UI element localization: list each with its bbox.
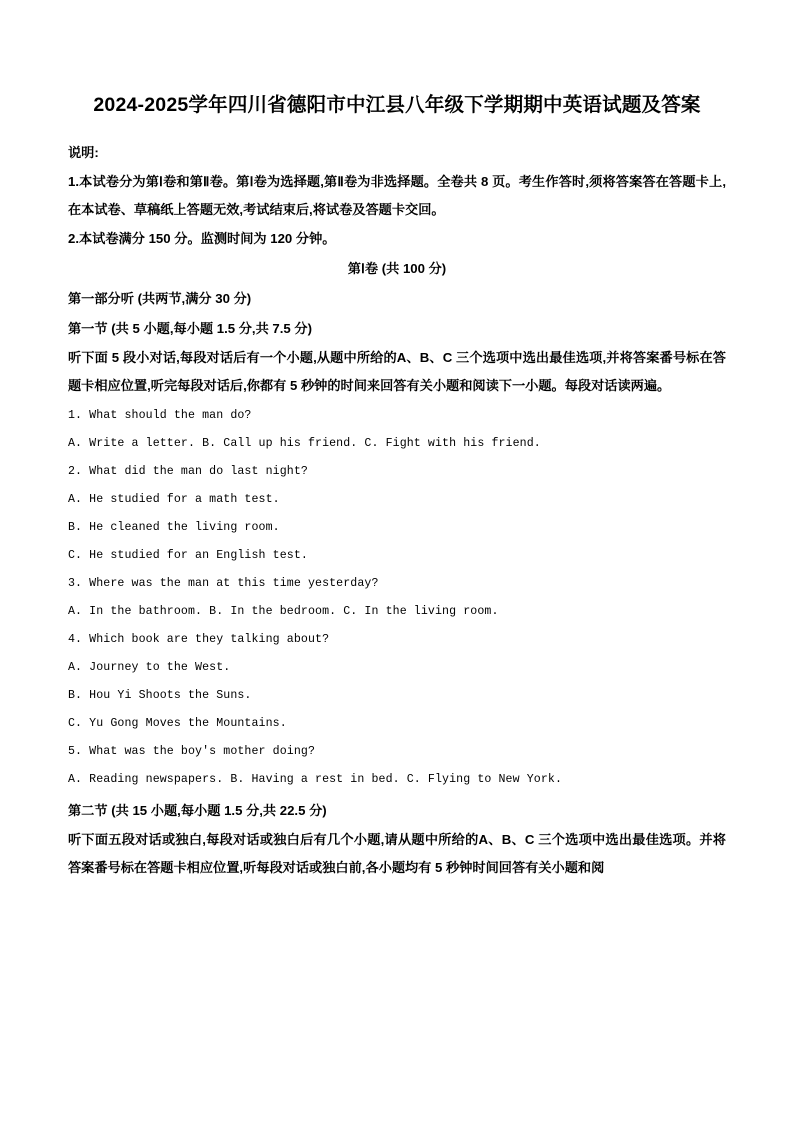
question-line: C. Yu Gong Moves the Mountains. <box>68 717 287 730</box>
paper-part-heading: 第Ⅰ卷 (共 100 分) <box>347 261 447 276</box>
instructions-heading: 说明: <box>68 145 99 160</box>
question-line: A. Write a letter. B. Call up his friend. C. Fight with his friend. <box>68 437 541 450</box>
instruction-item-1: 1.本试卷分为第Ⅰ卷和第Ⅱ卷。第Ⅰ卷为选择题,第Ⅱ卷为非选择题。全卷共 8 页。考生作答时,须将答案答在答题卡上,在本试卷、草稿纸上答题无效,考试结束后,将试卷及答题卡交回。 <box>68 174 726 217</box>
section-two-heading: 第二节 (共 15 小题,每小题 1.5 分,共 22.5 分) <box>68 803 327 818</box>
section-one-directions: 听下面 5 段小对话,每段对话后有一个小题,从题中所给的A、B、C 三个选项中选出最佳选项,并将答案番号标在答题卡相应位置,听完每段对话后,你都有 5 秒钟的时间来回答有关小题和阅读下一小题。每段对话读两遍。 <box>68 350 726 393</box>
question-line: 5. What was the boy's mother doing? <box>68 745 316 758</box>
instruction-item-2: 2.本试卷满分 150 分。监测时间为 120 分钟。 <box>68 231 336 246</box>
question-line: 1. What should the man do? <box>68 409 252 422</box>
question-line: C. He studied for an English test. <box>68 549 308 562</box>
question-line: A. Reading newspapers. B. Having a rest in bed. C. Flying to New York. <box>68 773 563 786</box>
question-line: B. Hou Yi Shoots the Suns. <box>68 689 252 702</box>
section-one-heading: 第一节 (共 5 小题,每小题 1.5 分,共 7.5 分) <box>68 321 313 336</box>
question-line: 4. Which book are they talking about? <box>68 633 330 646</box>
question-line: 2. What did the man do last night? <box>68 465 308 478</box>
question-line: 3. Where was the man at this time yesterday? <box>68 577 379 590</box>
question-line: A. Journey to the West. <box>68 661 231 674</box>
question-list <box>68 402 726 794</box>
question-line: A. He studied for a math test. <box>68 493 280 506</box>
section-two-directions: 听下面五段对话或独白,每段对话或独白后有几个小题,请从题中所给的A、B、C 三个选项中选出最佳选项。并将答案番号标在答题卡相应位置,听每段对话或独白前,各小题均有 5 秒钟时间回答有关小题和阅 <box>68 832 726 875</box>
question-line: A. In the bathroom. B. In the bedroom. C. In the living room. <box>68 605 499 618</box>
question-line: B. He cleaned the living room. <box>68 521 280 534</box>
page-title: 2024-2025学年四川省德阳市中江县八年级下学期期中英语试题及答案 <box>93 94 701 116</box>
section-part-one-heading: 第一部分听 (共两节,满分 30 分) <box>68 291 252 306</box>
